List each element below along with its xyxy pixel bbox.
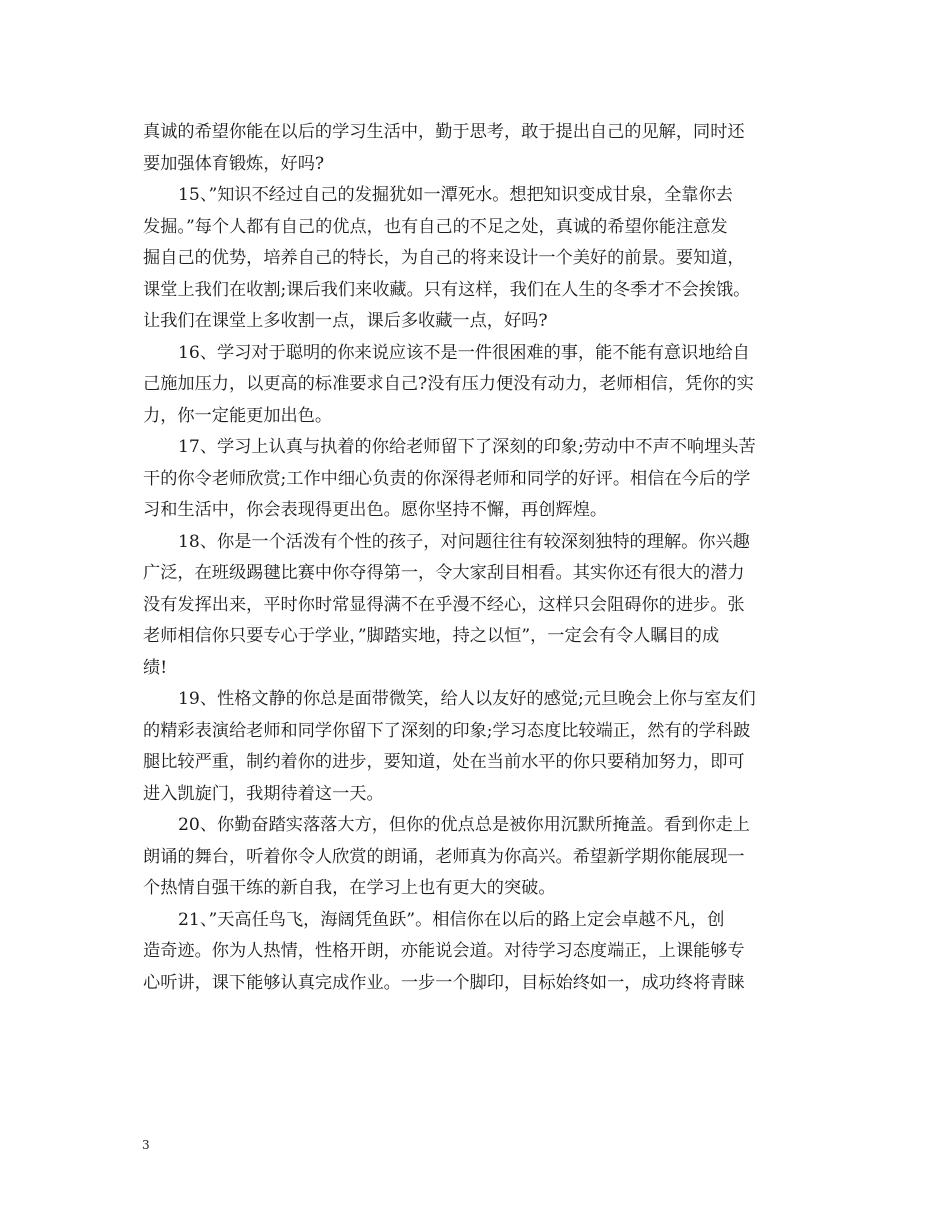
paragraph	[143, 180, 811, 338]
text-line: 让我们在课堂上多收割一点，课后多收藏一点，好吗?	[143, 311, 548, 331]
text-line: 腿比较严重，制约着你的进步，要知道，处在当前水平的你只要稍加努力，即可	[143, 752, 745, 772]
paragraph	[143, 117, 811, 180]
text-line: 掘自己的优势，培养自己的特长，为自己的将来设计一个美好的前景。要知道，	[143, 248, 745, 268]
text-line: 个热情自强干练的新自我，在学习上也有更大的突破。	[143, 878, 556, 898]
text-line: 15、”知识不经过自己的发掘犹如一潭死水。想把知识变成甘泉，全靠你去	[178, 185, 733, 205]
text-line: 心听讲，课下能够认真完成作业。一步一个脚印，目标始终如一，成功终将青睐	[143, 972, 745, 993]
text-line: 没有发挥出来，平时你时常显得满不在乎漫不经心，这样只会阻碍你的进步。张	[143, 594, 745, 615]
text-line: 要加强体育锻炼，好吗?	[143, 153, 325, 174]
text-line: 19、性格文静的你总是面带微笑，给人以友好的感觉;元旦晚会上你与室友们	[178, 689, 756, 709]
text-line: 老师相信你只要专心于学业，”脚踏实地，持之以恒”，一定会有令人瞩目的成	[143, 626, 720, 646]
paragraph	[143, 810, 811, 905]
text-line: 的精彩表演给老师和同学你留下了深刻的印象;学习态度比较端正，然有的学科跛	[143, 720, 751, 741]
text-line: 干的你令老师欣赏;工作中细心负责的你深得老师和同学的好评。相信在今后的学	[143, 468, 751, 489]
text-line: 21、”天高任鸟飞，海阔凭鱼跃”。相信你在以后的路上定会卓越不凡，创	[178, 909, 725, 930]
text-line: 习和生活中，你会表现得更出色。愿你坚持不懈，再创辉煌。	[143, 500, 608, 520]
text-line: 18、你是一个活泼有个性的孩子，对问题往往有较深刻独特的理解。你兴趣	[178, 531, 750, 552]
paragraph	[143, 684, 811, 810]
text-line: 造奇迹。你为人热情，性格开朗，亦能说会道。对待学习态度端正，上课能够专	[143, 941, 745, 961]
text-line: 课堂上我们在收割;课后我们来收藏。只有这样，我们在人生的冬季才不会挨饿。	[143, 279, 751, 300]
text-line: 朗诵的舞台，听着你令人欣赏的朗诵，老师真为你高兴。希望新学期你能展现一	[143, 846, 745, 867]
text-line: 力，你一定能更加出色。	[143, 405, 333, 426]
text-line: 17、学习上认真与执着的你给老师留下了深刻的印象;劳动中不声不响埋头苦	[178, 437, 756, 457]
text-line: 真诚的希望你能在以后的学习生活中，勤于思考，敢于提出自己的见解，同时还	[143, 122, 745, 142]
text-line: 绩!	[143, 657, 168, 678]
text-line: 20、你勤奋踏实落落大方，但你的优点总是被你用沉默所掩盖。看到你走上	[178, 815, 750, 835]
page-number: 3	[142, 1138, 150, 1152]
paragraph	[143, 527, 811, 685]
paragraph	[143, 432, 811, 527]
text-line: 发掘。”每个人都有自己的优点，也有自己的不足之处，真诚的希望你能注意发	[143, 216, 728, 237]
document-body	[143, 117, 811, 999]
text-line: 己施加压力，以更高的标准要求自己?没有压力便没有动力，老师相信，凭你的实	[143, 374, 754, 394]
text-line: 16、学习对于聪明的你来说应该不是一件很困难的事，能不能有意识地给自	[178, 342, 750, 363]
paragraph	[143, 338, 811, 433]
text-line: 广泛，在班级踢毽比赛中你夺得第一，令大家刮目相看。其实你还有很大的潜力	[143, 563, 745, 583]
text-line: 进入凯旋门，我期待着这一天。	[143, 783, 384, 804]
paragraph	[143, 905, 811, 1000]
